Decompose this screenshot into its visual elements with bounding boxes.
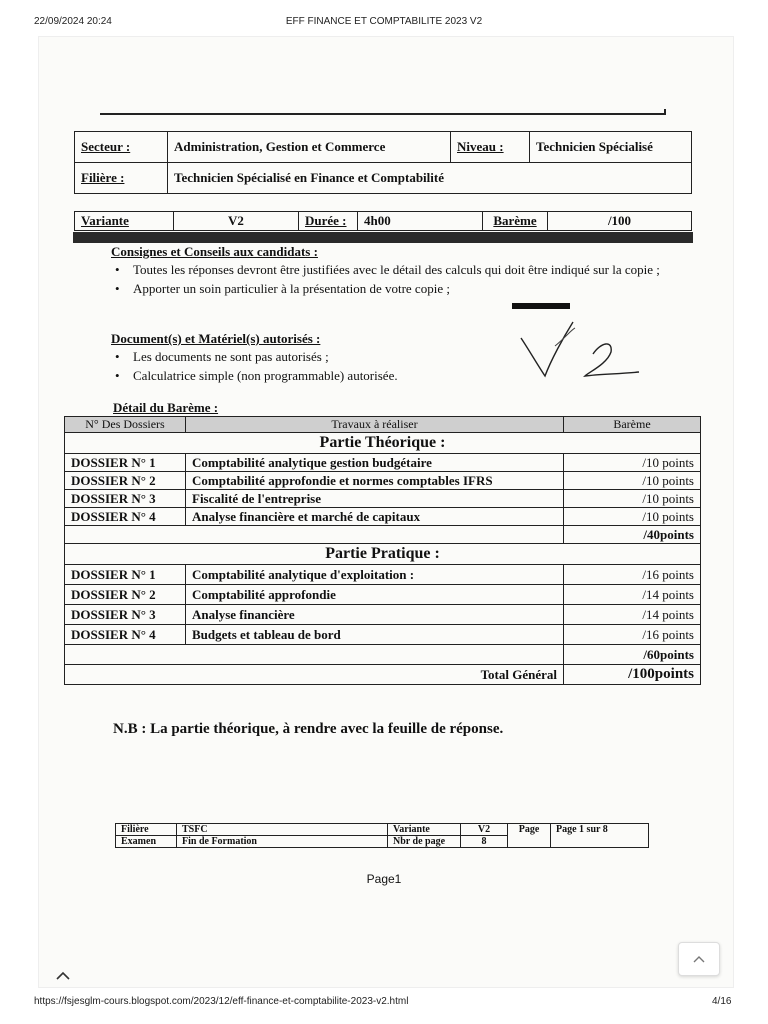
secteur-label: Secteur : — [75, 132, 168, 163]
consignes-title: Consignes et Conseils aux candidats : — [111, 244, 318, 259]
duree-value: 4h00 — [358, 212, 483, 231]
redaction-mark — [512, 303, 570, 309]
empty-cell — [65, 645, 564, 665]
variante-value: V2 — [174, 212, 299, 231]
dossier-cell: DOSSIER N° 4 — [65, 625, 186, 645]
travaux-cell: Comptabilité analytique gestion budgétaire — [186, 454, 564, 472]
duree-label: Durée : — [299, 212, 358, 231]
footer-variante-value: V2 — [461, 824, 508, 836]
documents-list — [111, 348, 511, 384]
points-cell: /10 points — [564, 490, 701, 508]
dossier-cell: DOSSIER N° 3 — [65, 490, 186, 508]
points-cell: /10 points — [564, 472, 701, 490]
footer-variante-label: Variante — [388, 824, 461, 836]
points-cell: /14 points — [564, 585, 701, 605]
print-title: EFF FINANCE ET COMPTABILITE 2023 V2 — [285, 16, 483, 27]
variante-label: Variante — [75, 212, 174, 231]
nb-note: N.B : La partie théorique, à rendre avec la feuille de réponse. — [113, 721, 504, 737]
black-band — [73, 232, 693, 243]
empty-cell — [65, 526, 564, 544]
travaux-cell: Analyse financière et marché de capitaux — [186, 508, 564, 526]
bareme-value: /100 — [548, 212, 692, 231]
bareme-label: Barème — [483, 212, 548, 231]
dossier-cell: DOSSIER N° 1 — [65, 565, 186, 585]
header-travaux: Travaux à réaliser — [186, 417, 564, 433]
niveau-value: Technicien Spécialisé — [530, 132, 692, 163]
points-cell: /10 points — [564, 454, 701, 472]
filiere-label: Filière : — [75, 163, 168, 194]
variante-table — [74, 211, 692, 231]
chevron-up-icon[interactable] — [52, 966, 74, 984]
header-dossiers: N° Des Dossiers — [65, 417, 186, 433]
print-url: https://fsjesglm-cours.blogspot.com/2023/12/eff-finance-et-comptabilite-2023-v2.html — [34, 996, 409, 1007]
points-cell: /14 points — [564, 605, 701, 625]
page-caption: Page1 — [366, 872, 402, 886]
dossier-cell: DOSSIER N° 4 — [65, 508, 186, 526]
total-general-label: Total Général — [65, 665, 564, 685]
footer-table — [115, 823, 649, 848]
niveau-label: Niveau : — [451, 132, 530, 163]
document-item: • Calculatrice simple (non programmable) autorisée. — [111, 367, 511, 384]
bareme-table — [64, 416, 701, 685]
points-cell: /16 points — [564, 625, 701, 645]
points-cell: /16 points — [564, 565, 701, 585]
points-cell: /10 points — [564, 508, 701, 526]
info-table — [74, 131, 692, 194]
dossier-cell: DOSSIER N° 1 — [65, 454, 186, 472]
theorique-total: /40points — [564, 526, 701, 544]
bareme-title: Détail du Barème : — [113, 400, 219, 415]
footer-examen-value: Fin de Formation — [177, 836, 388, 848]
footer-page-value: Page 1 sur 8 — [551, 824, 649, 848]
travaux-cell: Budgets et tableau de bord — [186, 625, 564, 645]
travaux-cell: Fiscalité de l'entreprise — [186, 490, 564, 508]
partie-pratique-title: Partie Pratique : — [65, 544, 701, 565]
footer-nbr-value: 8 — [461, 836, 508, 848]
document-item: • Les documents ne sont pas autorisés ; — [111, 348, 511, 365]
dossier-cell: DOSSIER N° 2 — [65, 585, 186, 605]
footer-filiere-label: Filière — [116, 824, 177, 836]
pratique-total: /60points — [564, 645, 701, 665]
print-datetime: 22/09/2024 20:24 — [34, 16, 112, 27]
consigne-item: • Toutes les réponses devront être justifiées avec le détail des calculs qui doit être indiqué sur la copie ; — [111, 261, 671, 278]
consigne-item: • Apporter un soin particulier à la présentation de votre copie ; — [111, 280, 671, 297]
footer-filiere-value: TSFC — [177, 824, 388, 836]
secteur-value: Administration, Gestion et Commerce — [168, 132, 451, 163]
documents-title: Document(s) et Matériel(s) autorisés : — [111, 331, 321, 346]
handwritten-v2-mark — [515, 316, 645, 386]
dossier-cell: DOSSIER N° 3 — [65, 605, 186, 625]
total-general-value: /100points — [564, 665, 701, 685]
chevron-up-icon — [679, 943, 719, 975]
print-page-number: 4/16 — [712, 996, 732, 1007]
travaux-cell: Comptabilité approfondie et normes comptables IFRS — [186, 472, 564, 490]
top-rule — [100, 113, 666, 115]
dossier-cell: DOSSIER N° 2 — [65, 472, 186, 490]
travaux-cell: Comptabilité approfondie — [186, 585, 564, 605]
travaux-cell: Analyse financière — [186, 605, 564, 625]
header-bareme: Barème — [564, 417, 701, 433]
consignes-list — [111, 261, 671, 297]
footer-examen-label: Examen — [116, 836, 177, 848]
travaux-cell: Comptabilité analytique d'exploitation : — [186, 565, 564, 585]
top-rule-tick — [664, 109, 666, 115]
partie-theorique-title: Partie Théorique : — [65, 433, 701, 454]
filiere-value: Technicien Spécialisé en Finance et Comptabilité — [168, 163, 692, 194]
footer-nbr-label: Nbr de page — [388, 836, 461, 848]
scroll-top-button[interactable] — [678, 942, 720, 976]
footer-page-label: Page — [508, 824, 551, 848]
